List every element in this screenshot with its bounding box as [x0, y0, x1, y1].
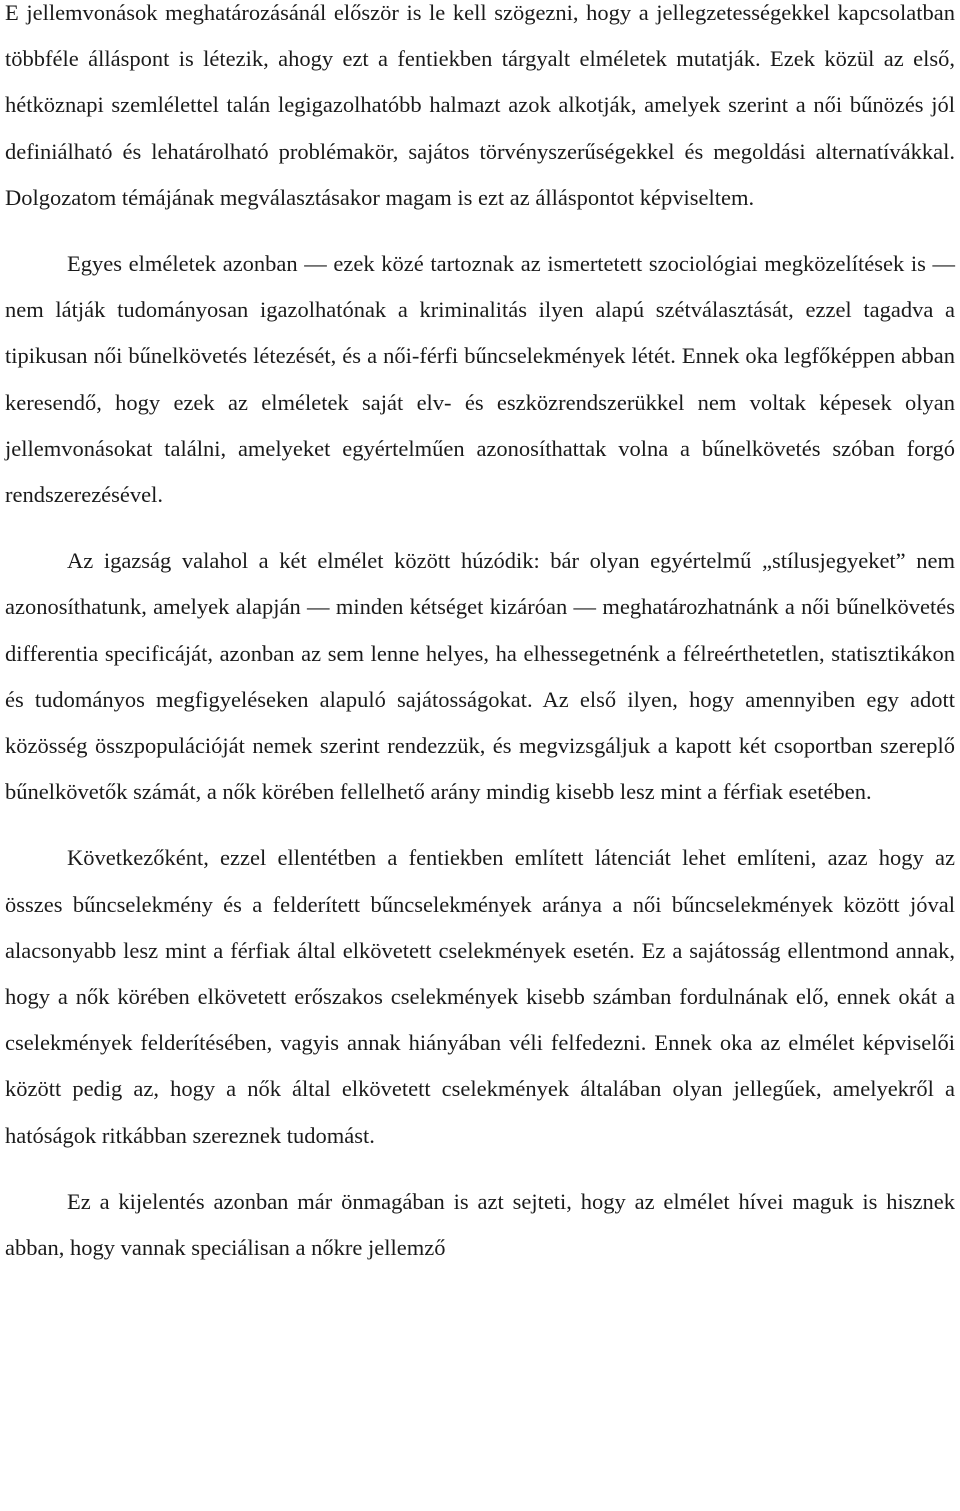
paragraph-2: Egyes elméletek azonban ― ezek közé tartoznak az ismertetett szociológiai megközelítések is ― nem látják tudományosan igazolhatónak a kriminalitás ilyen alapú szétválasztását, ezzel tagadva a tipikusan női bűnelkövetés létezését, és a női-férfi bűncselekmények létét. Ennek oka legfőképpen abban keresendő, hogy ezek az elméletek saját elv- és eszközrendszerükkel nem voltak képesek olyan jellemvonásokat találni, amelyeket egyértelműen azonosíthattak volna a bűnelkövetés szóban forgó rendszerezésével.: [5, 251, 955, 508]
paragraph-1: E jellemvonások meghatározásánál először is le kell szögezni, hogy a jellegzetességekkel kapcsolatban többféle álláspont is létezik, ahogy ezt a fentiekben tárgyalt elméletek mutatják. Ezek közül az első, hétköznapi szemlélettel talán legigazolhatóbb halmazt azok alkotják, amelyek szerint a női bűnözés jól definiálható és lehatárolható problémakör, sajátos törvényszerűségekkel és megoldási alternatívákkal. Dolgozatom témájának megválasztásakor magam is ezt az álláspontot képviseltem.: [5, 0, 955, 210]
paragraph-4: Következőként, ezzel ellentétben a fentiekben említett látenciát lehet említeni, azaz hogy az összes bűncselekmény és a felderített bűncselekmények aránya a női bűncselekmények között jóval alacsonyabb lesz mint a férfiak által elkövetett cselekmények esetén. Ez a sajátosság ellentmond annak, hogy a nők körében elkövetett erőszakos cselekmények kisebb számban fordulnának elő, ennek okát a cselekmények felderítésében, vagyis annak hiányában véli felfedezni. Ennek oka az elmélet képviselői között pedig az, hogy a nők által elkövetett cselekmények általában olyan jellegűek, amelyekről a hatóságok ritkábban szereznek tudomást.: [5, 845, 955, 1148]
paragraph-5: Ez a kijelentés azonban már önmagában is azt sejteti, hogy az elmélet hívei maguk is hisznek abban, hogy vannak speciálisan a nőkre jellemző: [5, 1188, 955, 1261]
document-page: [5, 0, 955, 1271]
paragraph-3: Az igazság valahol a két elmélet között húzódik: bár olyan egyértelmű „stílusjegyeket” nem azonosíthatunk, amelyek alapján ― minden kétséget kizáróan ― meghatározhatnánk a női bűnelkövetés differentia specificáját, azonban az sem lenne helyes, ha elhessegetnénk a félreérthetetlen, statisztikákon és tudományos megfigyeléseken alapuló sajátosságokat. Az első ilyen, hogy amennyiben egy adott közösség összpopulációját nemek szerint rendezzük, és megvizsgáljuk a kapott két csoportban szereplő bűnelkövetők számát, a nők körében fellelhető arány mindig kisebb lesz mint a férfiak esetében.: [5, 548, 955, 805]
